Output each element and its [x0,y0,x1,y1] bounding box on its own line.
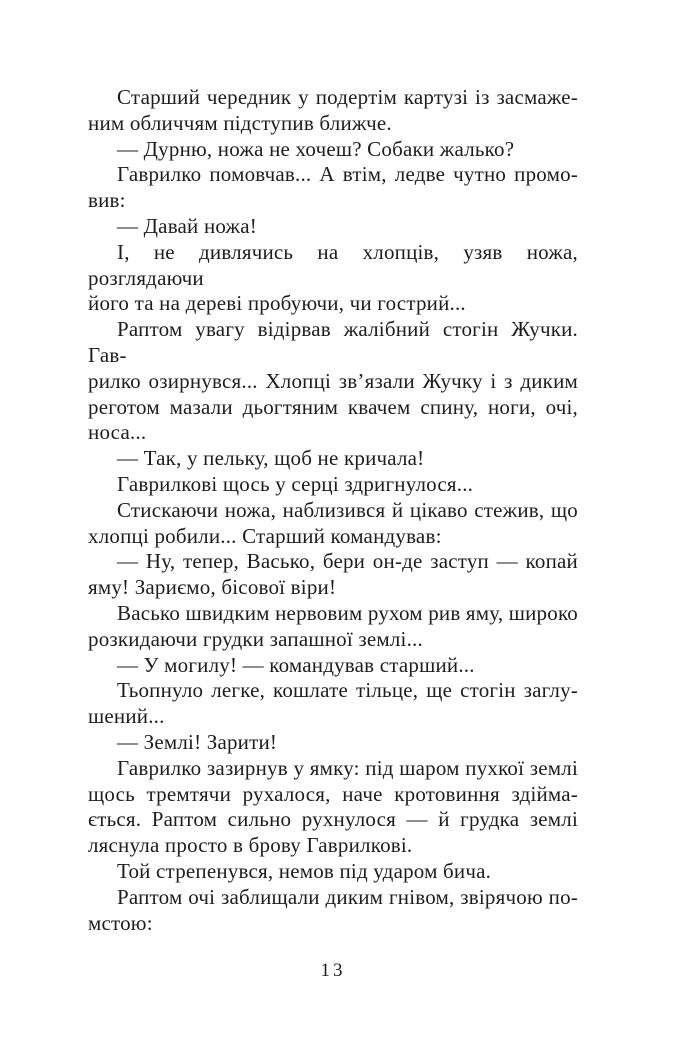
text-line: Той стрепенувся, немов під ударом бича. [117,858,492,883]
text-line: — Землі! Зарити! [117,729,278,754]
text-line: носа... [88,420,147,445]
text-line: щось тремтячи рухалося, наче кротовиння здійма- [88,781,578,806]
text-line: реготом мазали дьогтяним квачем спину, ноги, очі, [88,394,578,419]
text-line: Гаврилко помовчав... А втім, ледве чутно промо- [117,162,578,187]
text-line: — Так, у пельку, щоб не кричала! [117,446,425,471]
text-line: І, не дивлячись на хлопців, узяв ножа, розглядаючи [88,239,578,290]
text-line: Раптом увагу відірвав жалібний стогін Жучки. Гав- [88,317,578,367]
text-line: — У могилу! — командував старший... [117,652,475,677]
text-line: ним обличчям підступив ближче. [88,110,392,135]
text-line: Тьопнуло легке, кошлате тільце, ще стогін заглу- [117,678,578,703]
text-line: — Давай ножа! [117,213,257,238]
text-line: ляснула просто в брову Гаврилкові. [88,833,413,858]
text-line: мстою: [88,910,153,935]
text-line: Гаврилко зазирнув у ямку: під шаром пухкої землі [117,755,578,780]
text-line: рилко озирнувся... Хлопці зв’язали Жучку і з диким [88,368,578,393]
text-line: Раптом очі заблищали диким гнівом, звірячою по- [117,884,578,909]
text-line: — Ну, тепер, Васько, бери он-де заступ — копай [117,549,578,574]
text-line: шений... [88,704,165,729]
text-line: вив: [88,188,126,213]
text-line: ється. Раптом сильно рухнулося — й грудка землі [88,807,578,832]
text-line: — Дурню, ножа не хочеш? Собаки жалько? [117,136,515,161]
text-line: Гаврилкові щось у серці здригнулося... [117,471,474,496]
text-line: хлопці робили... Старший командував: [88,523,442,548]
text-line: розкидаючи грудки запашної землі... [88,626,423,651]
page-text [88,85,578,936]
page-number: 13 [320,960,346,981]
text-line: Васько швидким нервовим рухом рив яму, широко [117,600,578,625]
text-line: його та на дереві пробуючи, чи гострий... [88,291,466,316]
text-line: Стискаючи ножа, наблизився й цікаво стежив, що [117,497,578,522]
text-line: яму! Зариємо, бісової віри! [88,575,337,600]
text-line: Старший чередник у подертім картузі із засмаже- [117,85,578,109]
